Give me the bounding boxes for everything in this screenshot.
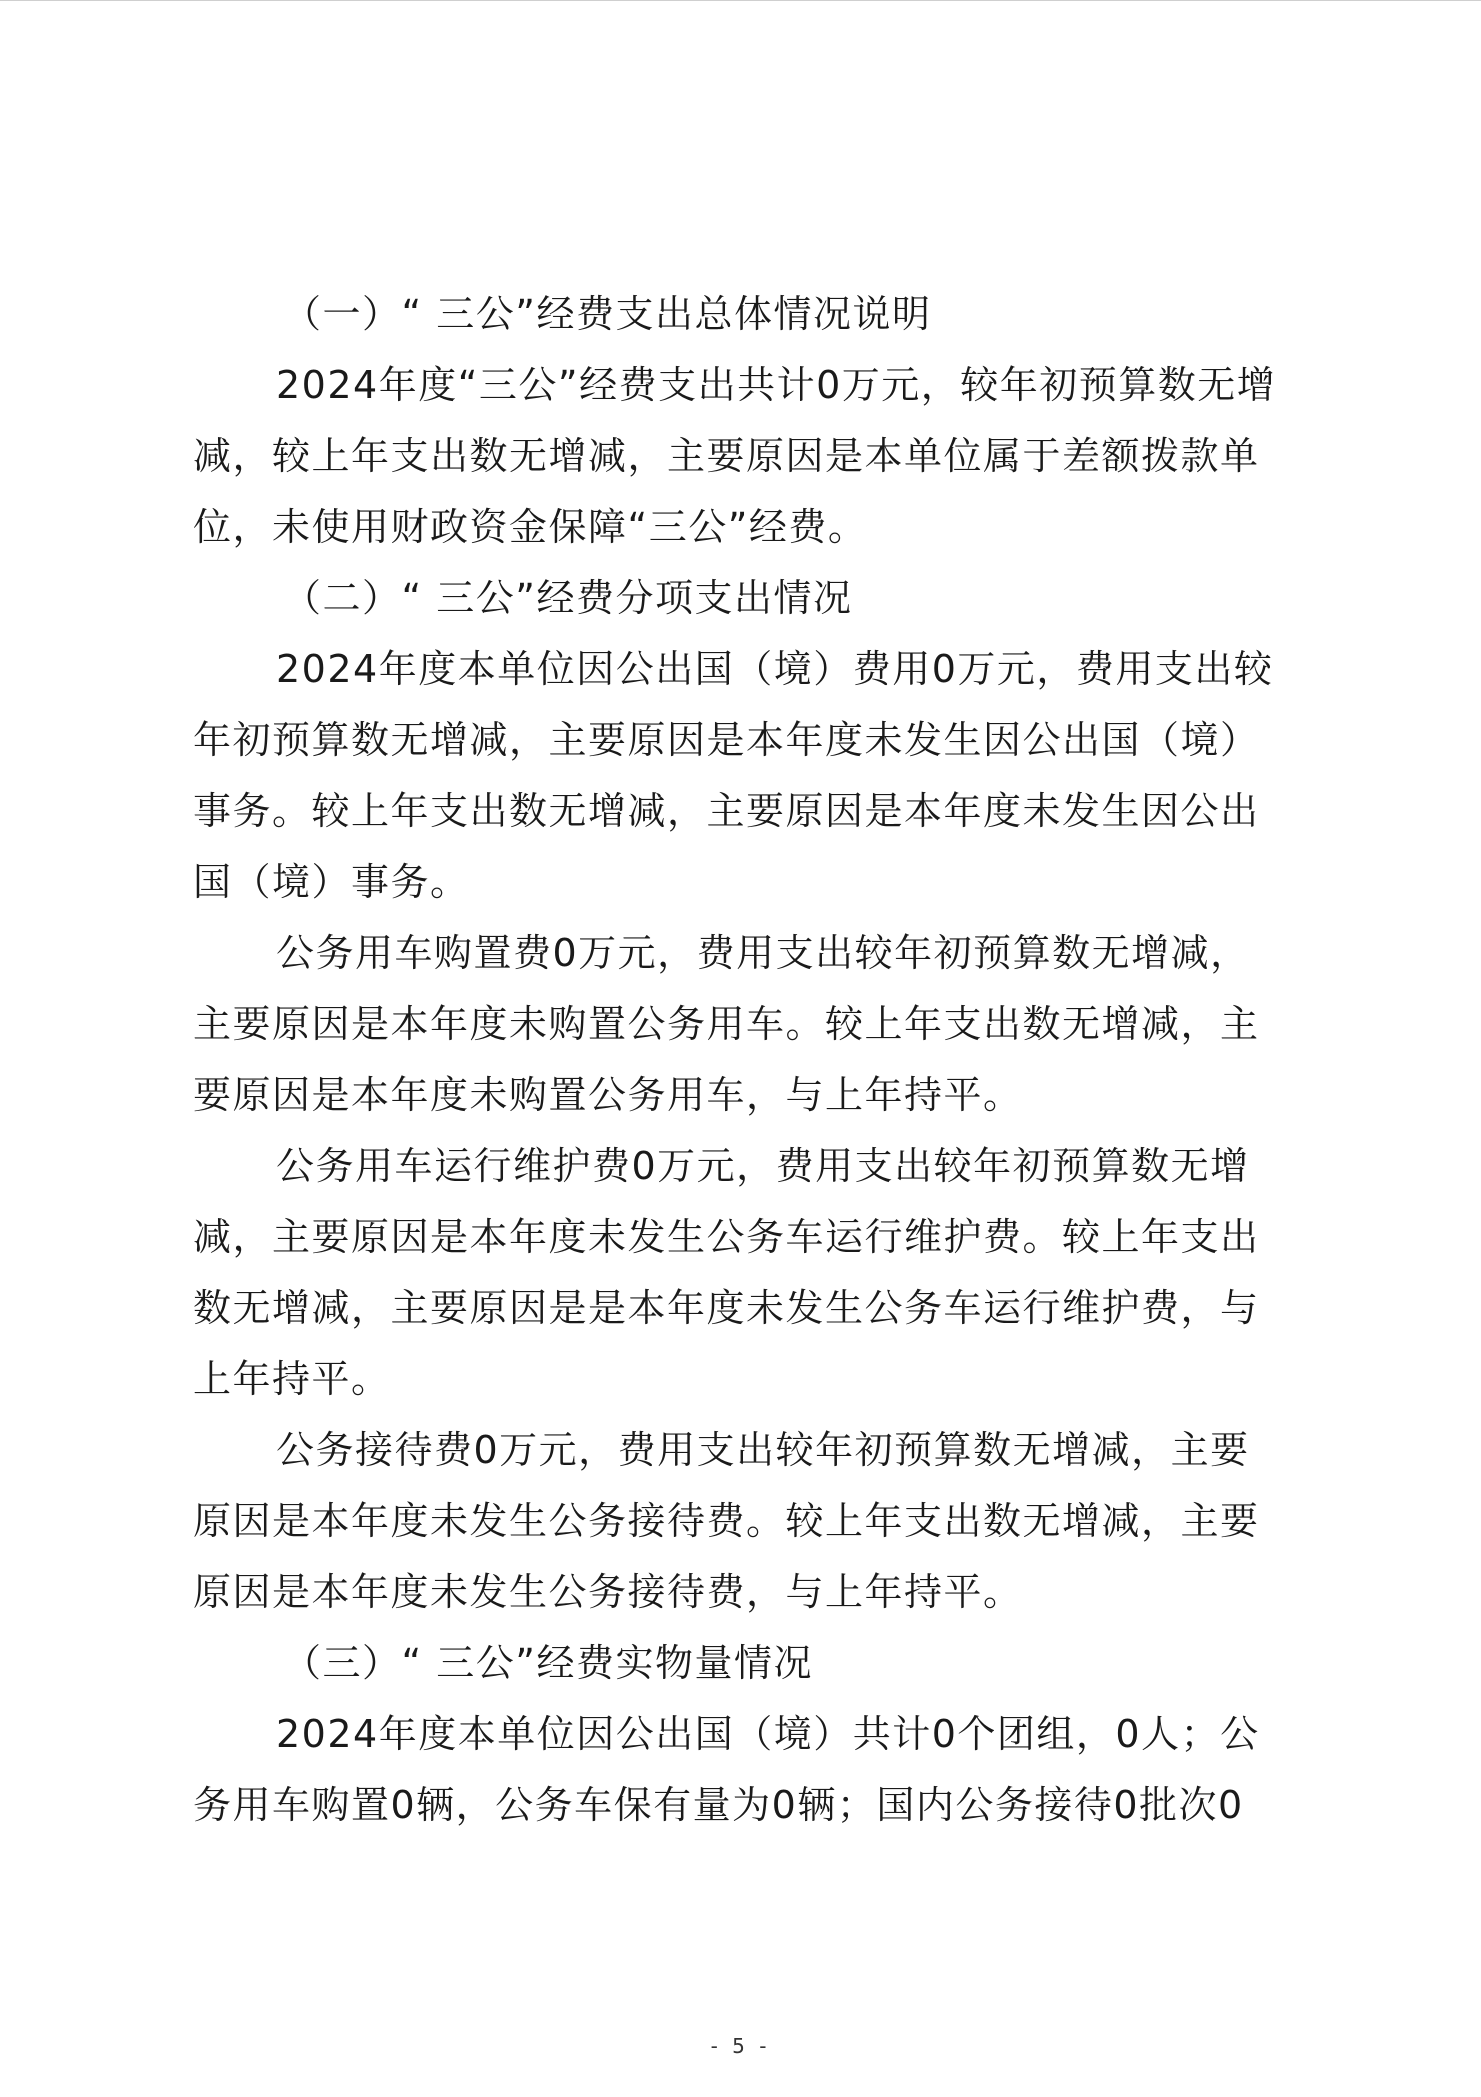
paragraph-overall-summary: 2024年度“三公”经费支出共计0万元，较年初预算数无增减，较上年支出数无增减，主要原因是本单位属于差额拨款单位，未使用财政资金保障“三公”经费。 — [193, 363, 1277, 549]
paragraph-reception: 公务接待费0万元，费用支出较年初预算数无增减，主要原因是本年度未发生公务接待费。较上年支出数无增减，主要原因是本年度未发生公务接待费，与上年持平。 — [193, 1428, 1260, 1614]
page-top-edge — [0, 0, 1481, 1]
paragraph-vehicle-purchase: 公务用车购置费0万元，费用支出较年初预算数无增减，主要原因是本年度未购置公务用车。较上年支出数无增减，主要原因是本年度未购置公务用车，与上年持平。 — [193, 931, 1260, 1117]
paragraph-overseas-travel: 2024年度本单位因公出国（境）费用0万元，费用支出较年初预算数无增减，主要原因是本年度未发生因公出国（境）事务。较上年支出数无增减，主要原因是本年度未发生因公出国（境）事务。 — [193, 647, 1274, 904]
page-number: - 5 - — [710, 2034, 771, 2058]
paragraph-vehicle-maintenance: 公务用车运行维护费0万元，费用支出较年初预算数无增减，主要原因是本年度未发生公务车运行维护费。较上年支出数无增减，主要原因是是本年度未发生公务车运行维护费，与上年持平。 — [193, 1144, 1260, 1401]
section-heading-physical-quantity: （三）“ 三公”经费实物量情况 — [283, 1641, 813, 1685]
section-heading-itemized: （二）“ 三公”经费分项支出情况 — [283, 576, 853, 620]
document-body — [193, 279, 1288, 1841]
section-heading-overall: （一）“ 三公”经费支出总体情况说明 — [283, 292, 932, 336]
paragraph-physical-quantity: 2024年度本单位因公出国（境）共计0个团组，0人；公务用车购置0辆，公务车保有量为0辆；国内公务接待0批次0 — [193, 1712, 1260, 1827]
